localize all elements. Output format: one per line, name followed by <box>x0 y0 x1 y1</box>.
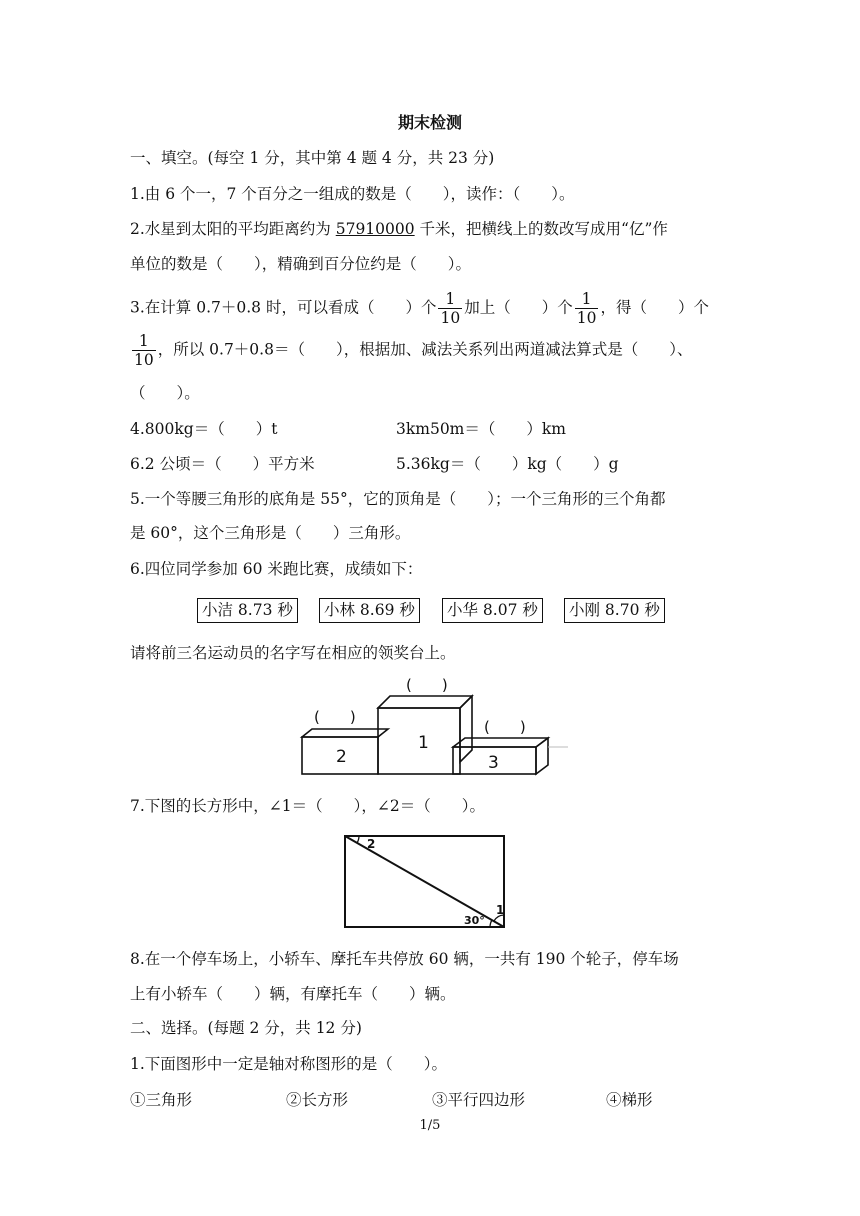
rectangle-figure <box>340 832 512 932</box>
fraction-one-tenth: $\frac{1}{10}$ <box>134 332 154 369</box>
given-angle-label: 30° <box>464 914 485 927</box>
q4-r1c2: 3km50m＝（ ）km <box>396 420 566 438</box>
section2-heading: 二、选择。(每题 2 分，共 12 分) <box>130 1019 362 1037</box>
q3-text-c: ，得（ ）个 <box>600 298 709 317</box>
podium-blank-3: ( ) <box>484 718 526 736</box>
result-box: 小刚 8.70 秒 <box>564 598 665 623</box>
q6-line1: 6.四位同学参加 60 米跑比赛，成绩如下： <box>130 560 423 578</box>
podium-label-1: 1 <box>418 733 429 753</box>
result-box: 小林 8.69 秒 <box>319 598 420 623</box>
angle30-arc <box>490 920 492 927</box>
s2-q1-text: 1.下面图形中一定是轴对称图形的是（ ）。 <box>130 1055 448 1073</box>
podium-blank-2: ( ) <box>314 708 356 726</box>
q3-line3: （ ）。 <box>130 384 200 402</box>
q4-r2c2: 5.36kg＝（ ）kg（ ）g <box>396 455 619 473</box>
podium-label-3: 3 <box>488 753 499 773</box>
q3-line1 <box>130 290 709 327</box>
fraction-one-tenth: $\frac{1}{10}$ <box>440 290 461 327</box>
q3-text-b: 加上（ ）个 <box>464 298 573 317</box>
podium-1-top <box>378 696 472 708</box>
page-number: 1/5 <box>419 1118 441 1133</box>
option-b: ②长方形 <box>286 1091 349 1109</box>
podium-blank-1: ( ) <box>406 676 448 694</box>
result-box: 小华 8.07 秒 <box>442 598 543 623</box>
podium-3-top <box>453 738 548 747</box>
option-a: ①三角形 <box>130 1091 193 1109</box>
podium-label-2: 2 <box>336 747 347 767</box>
q5-line1: 5.一个等腰三角形的底角是 55°，它的顶角是（ ）；一个三角形的三个角都 <box>130 490 666 508</box>
q4-r1c1: 4.800kg＝（ ）t <box>130 420 278 438</box>
angle2-arc <box>357 836 359 843</box>
q3-text-line2: ，所以 0.7＋0.8＝（ ），根据加、减法关系列出两道减法算式是（ ）、 <box>157 340 693 359</box>
podium-3-side <box>536 738 548 774</box>
q2-underlined-number: 57910000 <box>335 220 415 238</box>
page-title: 期末检测 <box>397 113 462 132</box>
podium-figure <box>290 672 580 784</box>
q3-line2 <box>130 332 692 369</box>
q1-text: 1.由 6 个一，7 个百分之一组成的数是（ ），读作：（ ）。 <box>130 185 575 203</box>
q4-r2c1: 6.2 公顷＝（ ）平方米 <box>130 455 315 473</box>
q2-text-b: 千米，把横线上的数改写成用“亿”作 <box>414 220 668 238</box>
fraction-one-tenth: $\frac{1}{10}$ <box>576 290 597 327</box>
q3-text-a: 3.在计算 0.7＋0.8 时，可以看成（ ）个 <box>130 298 437 317</box>
q8-line1: 8.在一个停车场上，小轿车、摩托车共停放 60 辆，一共有 190 个轮子，停车场 <box>130 950 679 968</box>
q8-line2: 上有小轿车（ ）辆，有摩托车（ ）辆。 <box>130 985 456 1003</box>
result-box: 小洁 8.73 秒 <box>197 598 298 623</box>
q2-text-a: 2.水星到太阳的平均距离约为 <box>130 220 336 238</box>
section1-heading: 一、填空。(每空 1 分，其中第 4 题 4 分，共 23 分) <box>130 149 495 167</box>
q6-line2: 请将前三名运动员的名字写在相应的领奖台上。 <box>130 644 456 662</box>
q7-line1: 7.下图的长方形中，∠1＝（ ），∠2＝（ ）。 <box>130 797 485 815</box>
angle2-label: 2 <box>367 837 376 851</box>
q2-line1 <box>130 218 668 240</box>
podium-2-top <box>302 729 388 737</box>
angle1-label: 1 <box>496 903 505 917</box>
option-d: ④梯形 <box>606 1091 653 1109</box>
option-c: ③平行四边形 <box>432 1091 526 1109</box>
q5-line2: 是 60°，这个三角形是（ ）三角形。 <box>130 524 411 542</box>
q2-line2: 单位的数是（ ），精确到百分位约是（ ）。 <box>130 255 472 273</box>
podium-1-side <box>460 696 472 762</box>
